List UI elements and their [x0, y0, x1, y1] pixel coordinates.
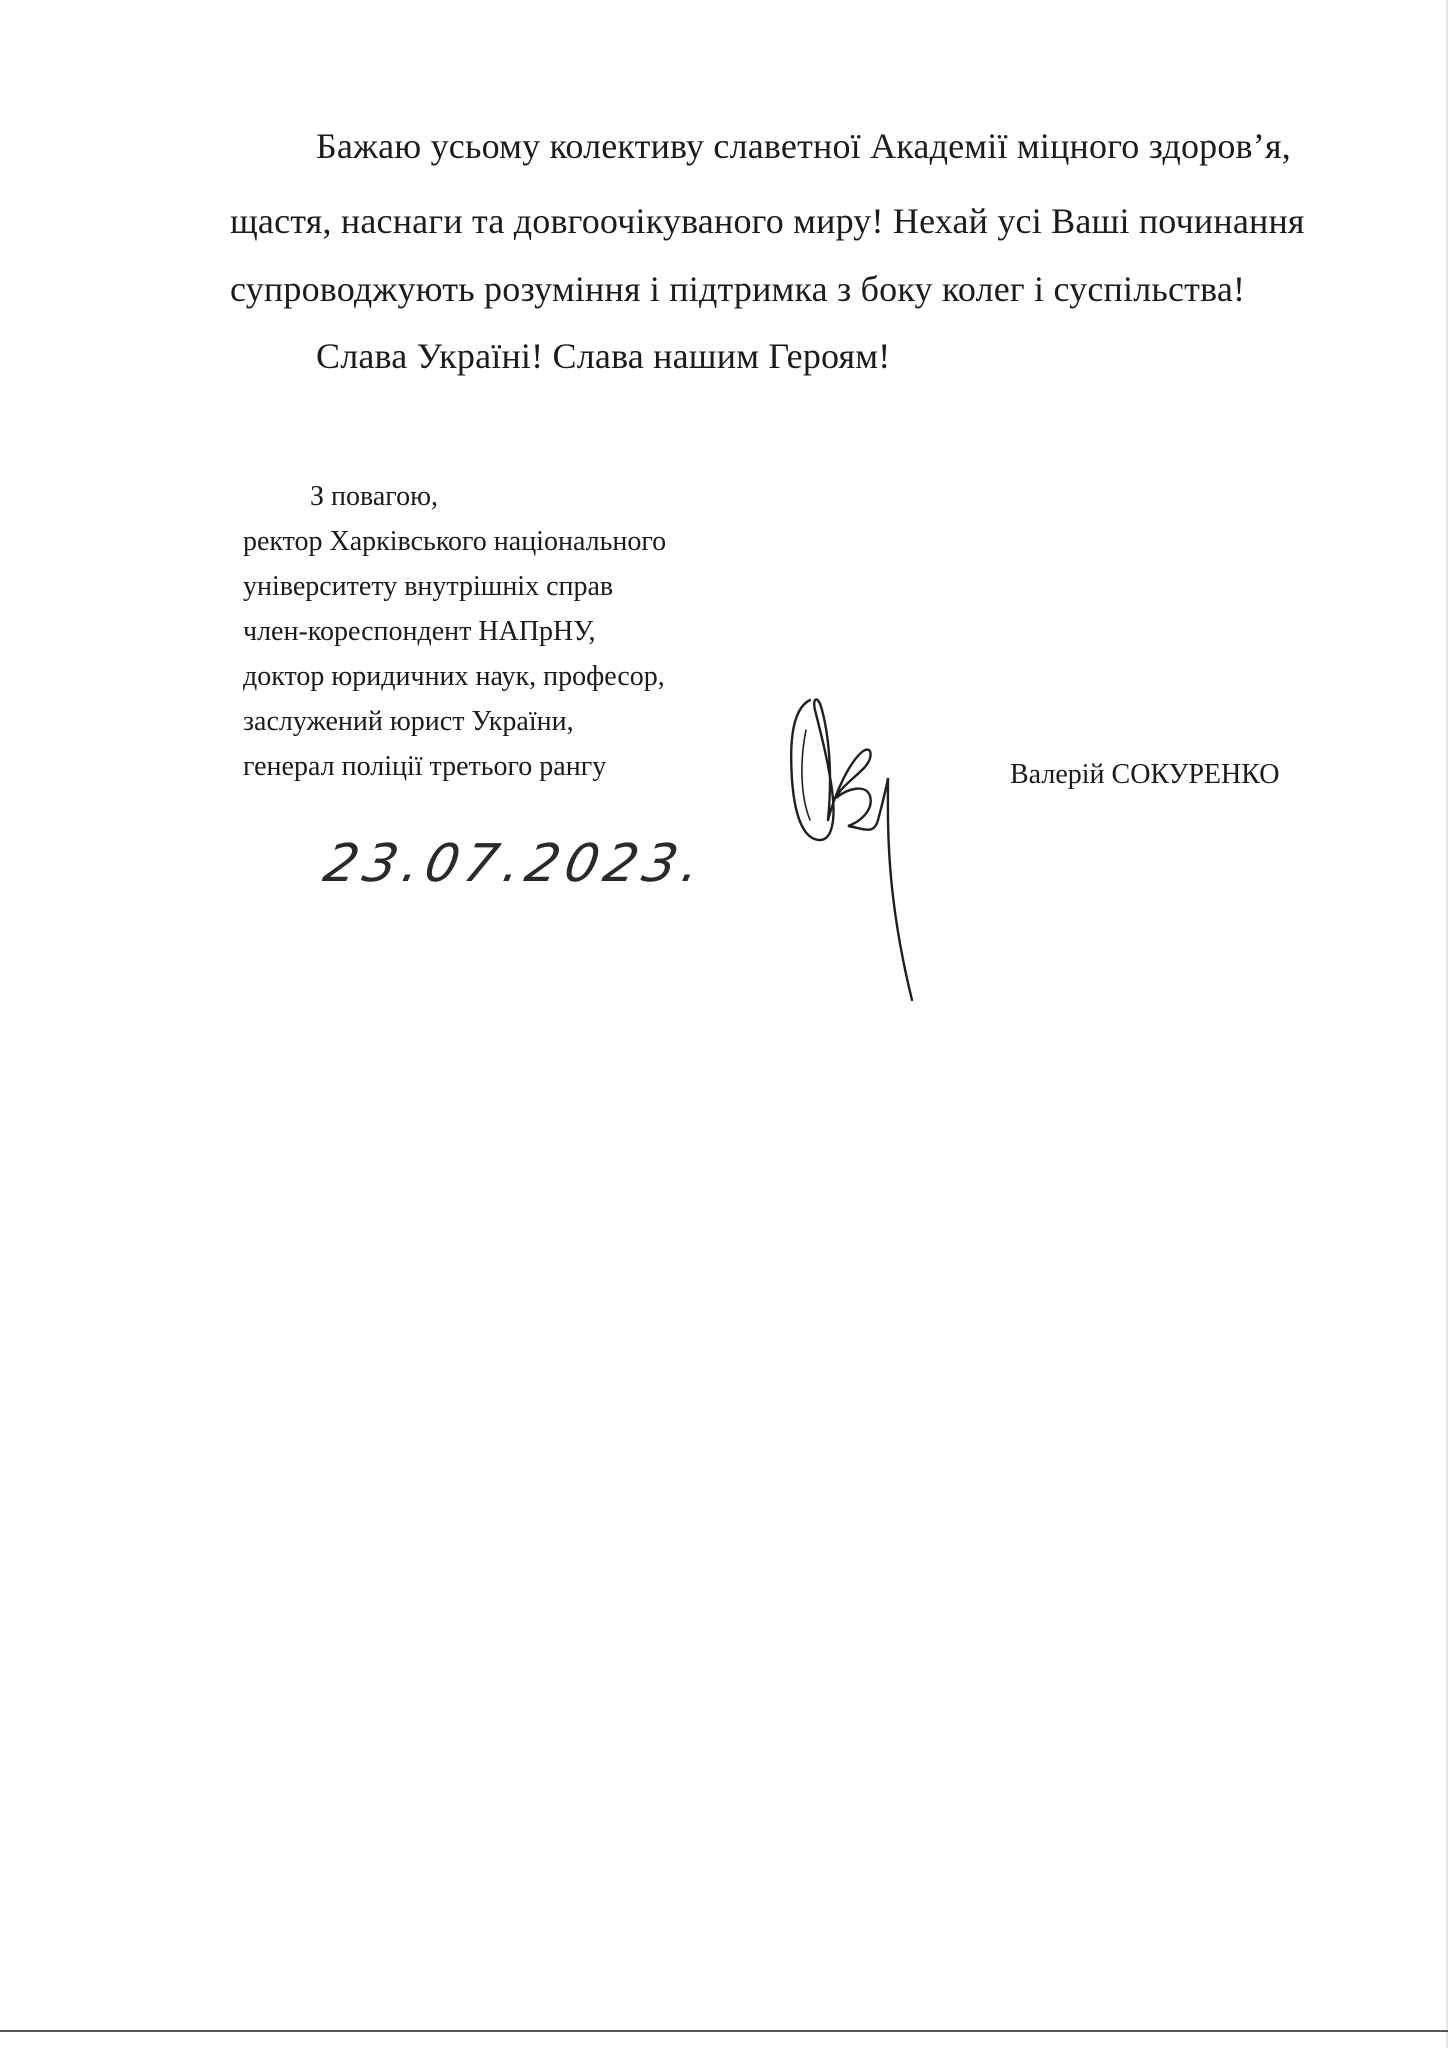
handwritten-signature: [770, 670, 950, 1010]
paragraph-1-line-2: щастя, наснаги та довгоочікуваного миру! Нехай усі Ваші починання: [230, 201, 1305, 241]
signer-position-line: доктор юридичних наук, професор,: [243, 661, 665, 692]
paragraph-2: Слава Україні! Слава нашим Героям!: [316, 336, 891, 376]
handwritten-date: 23.07.2023.: [318, 834, 712, 894]
paragraph-1-line-3: супроводжують розуміння і підтримка з боку колег і суспільства!: [230, 269, 1246, 309]
signer-position-line: заслужений юрист України,: [243, 706, 574, 737]
signer-position-line: генерал поліції третього рангу: [243, 751, 607, 782]
signer-position-line: університету внутрішніх справ: [243, 571, 614, 602]
paragraph-1-line-1: Бажаю усьому колективу славетної Академії міцного здоров’я,: [316, 126, 1291, 166]
signer-position-line: ректор Харківського національного: [243, 526, 667, 557]
signer-position-line: член-кореспондент НАПрНУ,: [243, 616, 596, 647]
scan-edge-bottom: [0, 2030, 1448, 2032]
closing-respect: З повагою,: [310, 481, 438, 512]
signer-name: Валерій СОКУРЕНКО: [1010, 759, 1280, 790]
